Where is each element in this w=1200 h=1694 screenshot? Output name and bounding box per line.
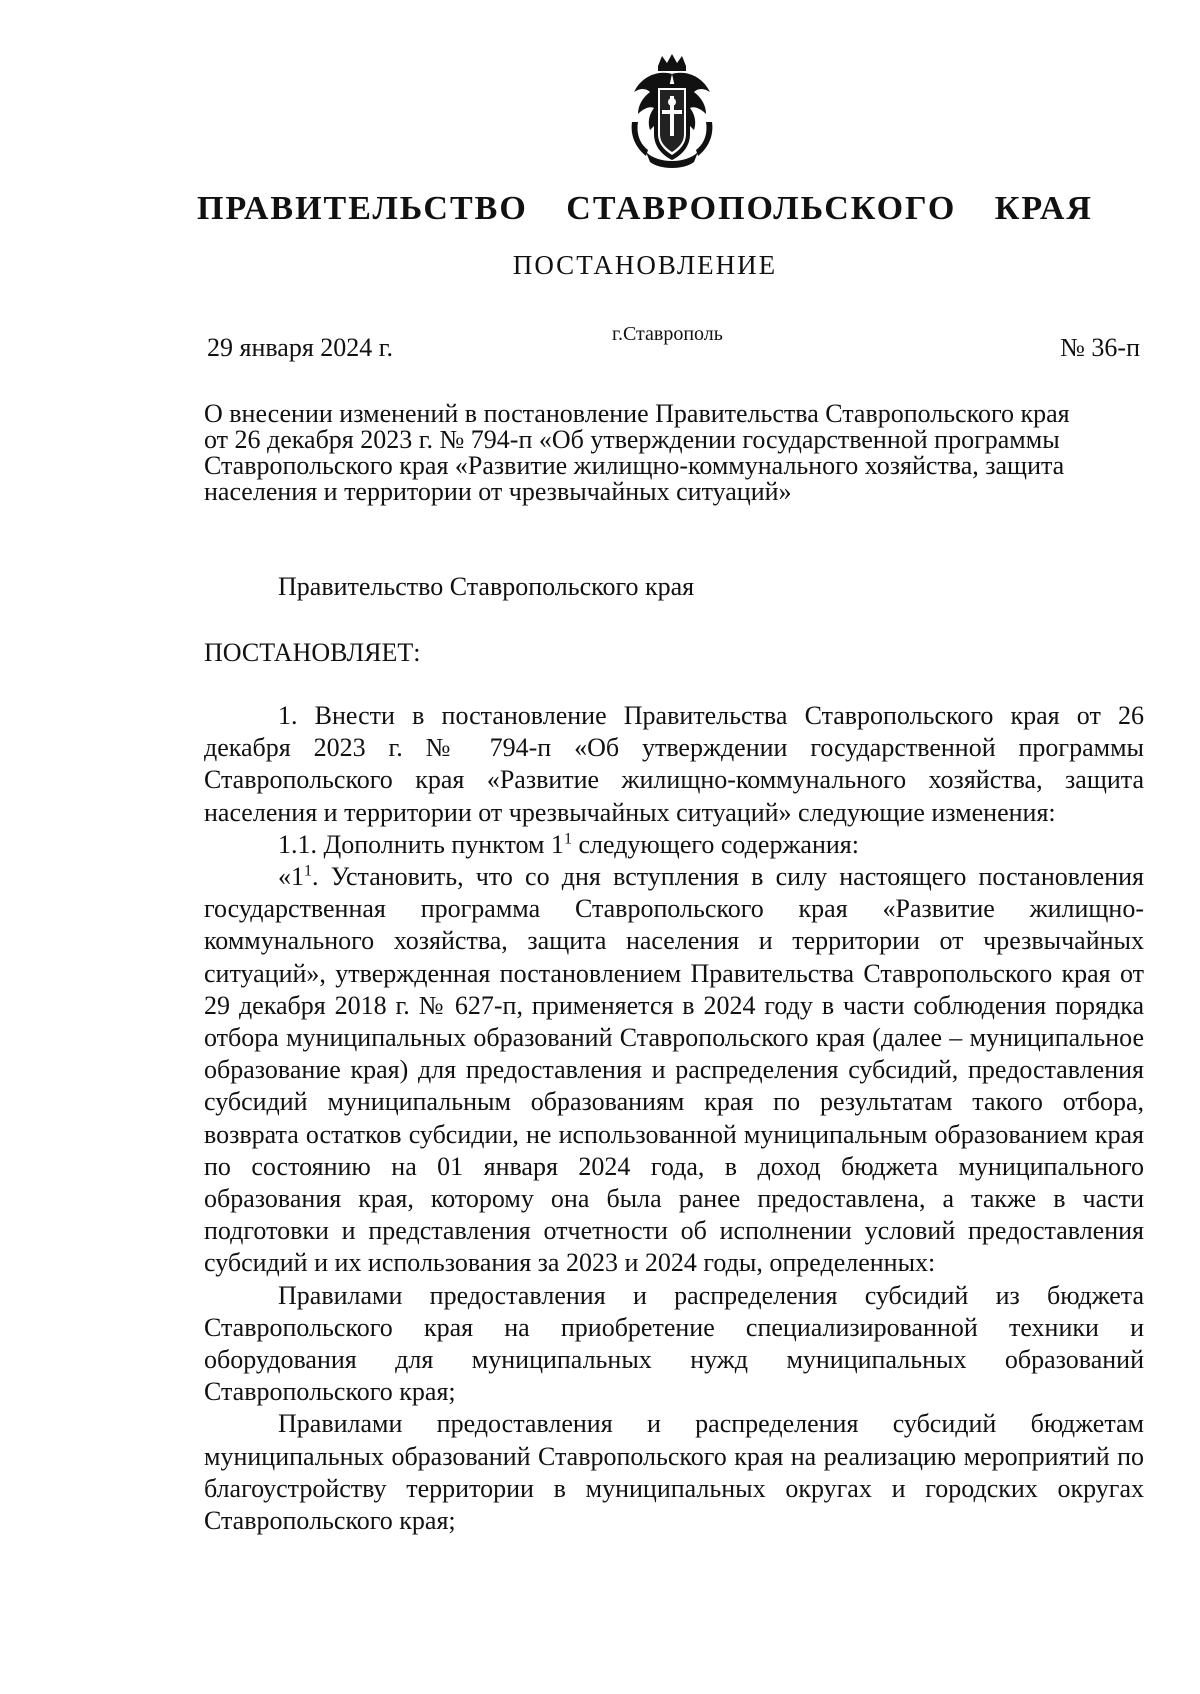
subject-line: Ставропольского края «Развитие жилищно-коммунального хозяйства, защита — [204, 451, 1065, 480]
paragraph-text: . Установить, что со дня вступления в силу настоящего постановления государственная программа Ставропольского края «Развитие жилищно-коммунального хозяйства, защита населения и территории от чрезвычайных ситуаций», утвержденная постановлением Правительства Ставропольского края от 29 декабря 2018 г. № 627-п, применяется в 2024 году в части соблюдения порядка отбора муниципальных образований Ставропольского края (далее – муниципальное образование края) для предоставления и распределения субсидий, предоставления субсидий муниципальным образованиям края по результатам такого отбора, возврата остатков субсидии, не использованной муниципальным образованием края по состоянию на 01 января 2024 года, в доход бюджета муниципального образования края, которому она была ранее предоставлена, а также в части подготовки и представления отчетности об исполнении условий предоставления субсидий и их использования за 2023 и 2024 годы, определенных: — [204, 862, 1144, 1278]
document-type: ПОСТАНОВЛЕНИЕ — [512, 250, 778, 280]
document-number: № 36-п — [1060, 333, 1140, 362]
paragraph-text: следующего содержания: — [571, 829, 859, 859]
superscript: 1 — [304, 862, 312, 880]
paragraph-text: 1.1. Дополнить пунктом 1 — [278, 829, 564, 859]
paragraph-text: «1 — [278, 862, 304, 892]
paragraph-rules-2: Правилами предоставления и распределения субсидий бюджетам муниципальных образований Ставропольского края на реализацию мероприятий по благоустройству территории в муниципальных округах и городских округах Ставропольского края; — [204, 1409, 1144, 1536]
preamble-government-name: Правительство Ставропольского края — [278, 572, 695, 601]
paragraph-rules-1: Правилами предоставления и распределения субсидий из бюджета Ставропольского края на приобретение специализированной техники и оборудования для муниципальных нужд муниципальных образований Ставропольского края; — [204, 1280, 1144, 1407]
paragraph-1: 1. Внести в постановление Правительства Ставропольского края от 26 декабря 2023 г. № 794-п «Об утверждении государственной программы Ставропольского края «Развитие жилищно-коммунального хозяйства, защита населения и территории от чрезвычайных ситуаций» следующие изменения: — [204, 701, 1144, 827]
government-title: ПРАВИТЕЛЬСТВО СТАВРОПОЛЬСКОГО КРАЯ — [197, 190, 1093, 227]
document-body — [204, 700, 1144, 1537]
document-subject — [204, 401, 1149, 505]
coat-of-arms-icon — [628, 52, 716, 170]
subject-line: О внесении изменений в постановление Правительства Ставропольского края — [204, 399, 1070, 428]
subject-line: населения и территории от чрезвычайных ситуаций» — [204, 477, 792, 506]
document-city: г.Ставрополь — [612, 323, 723, 345]
superscript: 1 — [563, 830, 572, 848]
subject-line: от 26 декабря 2023 г. № 794-п «Об утверждении государственной программы — [204, 425, 1060, 454]
document-date: 29 января 2024 г. — [207, 333, 394, 362]
preamble-decrees: ПОСТАНОВЛЯЕТ: — [204, 638, 421, 667]
paragraph-1-1 — [204, 829, 1144, 861]
paragraph-1-1-text — [204, 861, 1144, 1280]
